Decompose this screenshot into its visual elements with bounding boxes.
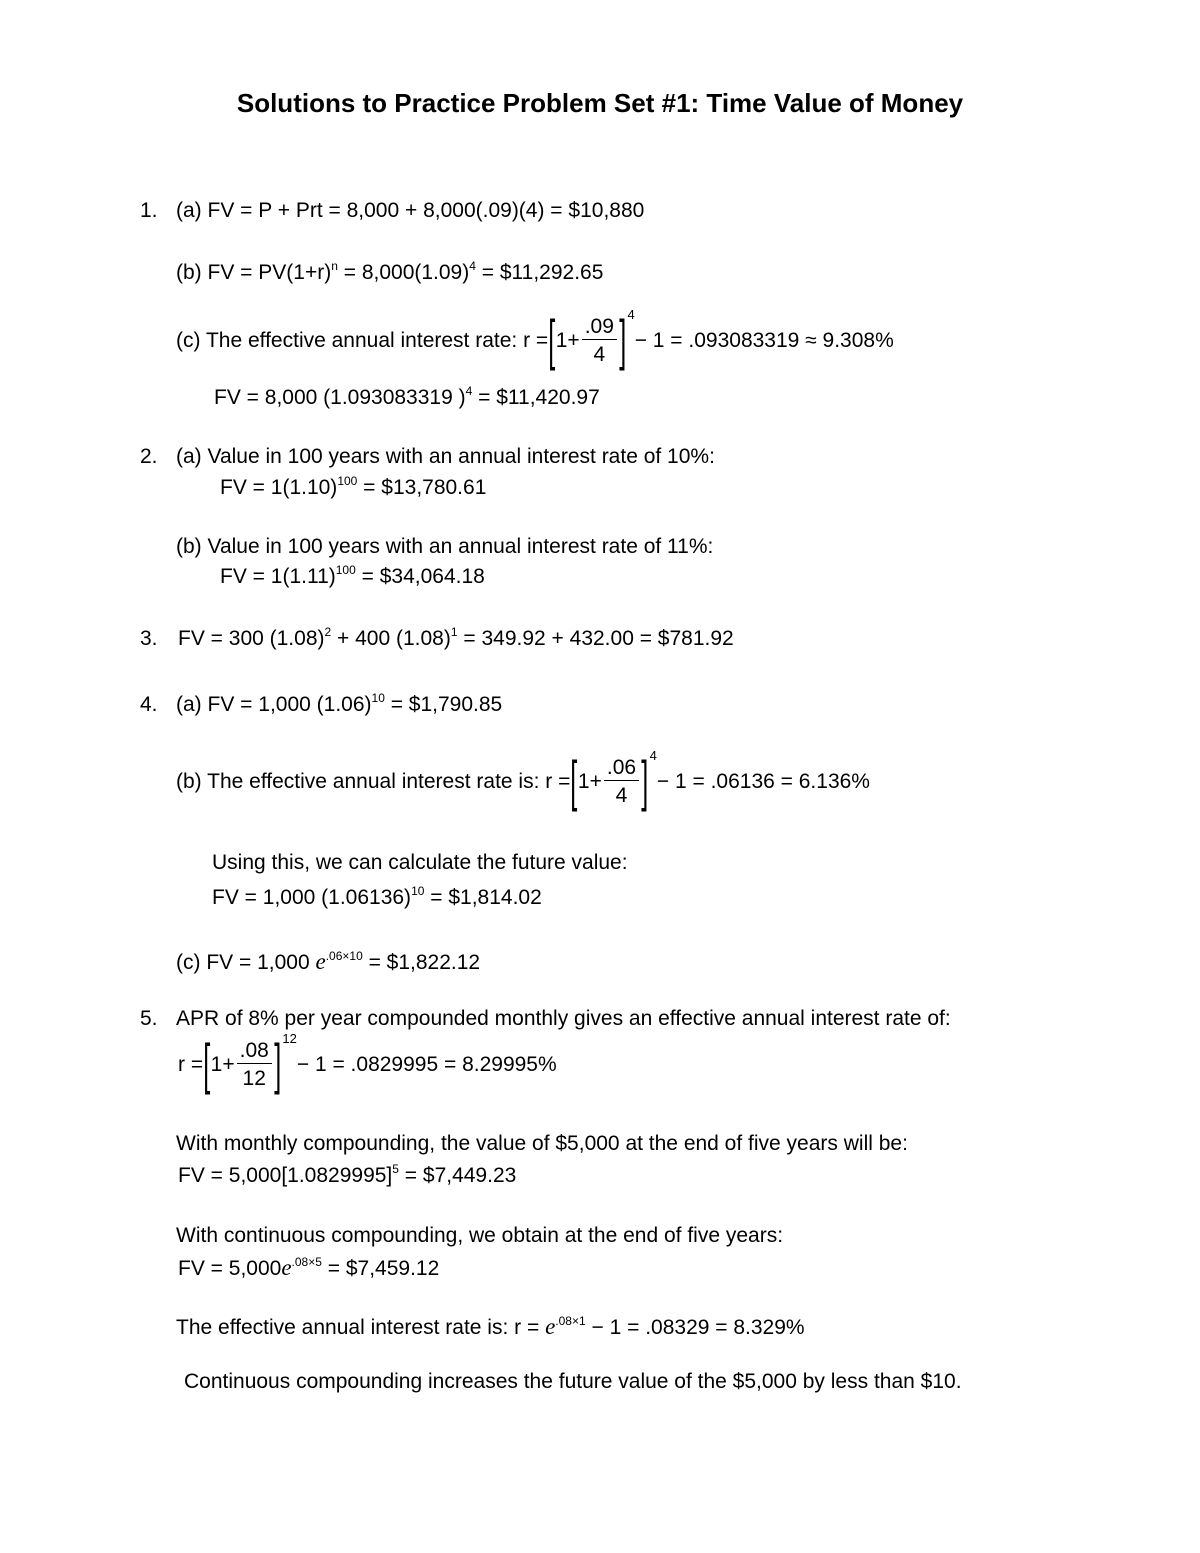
q1-fv-line: FV = 8,000 (1.093083319 )$^4$ = $11,420.97: [214, 384, 600, 409]
q5-effective-line: The effective annual interest rate is: $r = e^{.08\times 1} - 1 = .08329 = 8.329\%$: [176, 1314, 805, 1339]
page-title: Solutions to Practice Problem Set #1: Time Value of Money: [236, 88, 964, 118]
q5-r-line: r = [ 1+ $\frac{.08}{12}$ ] 12 − 1 = .0829995 = 8.29995%: [178, 1030, 557, 1095]
problem-number-2: 2.: [140, 445, 158, 468]
q2b-line: (b) Value in 100 years with an annual interest rate of 11%:: [176, 535, 714, 558]
problem-number-1: 1.: [140, 199, 158, 222]
problem-number-4: 4.: [140, 693, 158, 716]
q5-conclusion-line: Continuous compounding increases the future value of the $5,000 by less than $10.: [184, 1370, 962, 1393]
q4-using-line: Using this, we can calculate the future value:: [212, 851, 628, 874]
q5-continuous-line: With continuous compounding, we obtain at the end of five years:: [176, 1224, 784, 1247]
fraction: $\frac{.09}{4}$: [582, 316, 617, 365]
problem-number-3: 3.: [140, 627, 158, 650]
q1a-line: (a) FV = P + Prt = 8,000 + 8,000(.09)(4) = $10,880: [176, 199, 645, 222]
q2b-fv-line: FV = $1(1.11)^{100}$ = $34,064.18: [220, 563, 485, 588]
q2a-line: (a) Value in 100 years with an annual interest rate of 10%:: [176, 445, 715, 468]
fraction: $\frac{.08}{12}$: [237, 1040, 272, 1089]
q3-line: FV = 300 $(1.08)^2 + 400$ $(1.08)^1 = 349.92 + 432.00$ = $781.92: [178, 625, 734, 650]
q5-intro-line: APR of 8% per year compounded monthly gives an effective annual interest rate of:: [176, 1007, 951, 1030]
q5-continuous-fv-line: FV = $5,000e^{.08\times 5}$ = $7,459.12: [178, 1255, 440, 1280]
q4c-line: (c) FV = 1,000 $e^{.06\times 10}$ = $1,822.12: [176, 949, 481, 974]
q1c-line: (c) The effective annual interest rate: r = [ 1+ $\frac{.09}{4}$ ] 4 − 1 = .093083319 ≈ 9.308%: [176, 306, 894, 371]
q1b-line: (b) FV = $PV(1+r)^n = 8,000(1.09)^4$ = $11,292.65: [176, 259, 604, 284]
q4b-line: (b) The effective annual interest rate is: r = [ 1+ $\frac{.06}{4}$ ] 4 − 1 = .06136 = 6.136%: [176, 747, 870, 812]
fraction: $\frac{.06}{4}$: [604, 757, 639, 806]
q5-monthly-line: With monthly compounding, the value of $5,000 at the end of five years will be:: [176, 1132, 908, 1155]
q4a-line: (a) FV = 1,000 $(1.06)^{10}$ = $1,790.85: [176, 691, 503, 716]
q4b-fv-line: FV = 1,000 $(1.06136)^{10}$ = $1,814.02: [212, 884, 542, 909]
q2a-fv-line: FV = $1(1.10)^{100}$ = $13,780.61: [220, 474, 487, 499]
q5-monthly-fv-line: FV = $5,000[1.0829995]^5$ = $7,449.23: [178, 1162, 517, 1187]
problem-number-5: 5.: [140, 1007, 158, 1030]
